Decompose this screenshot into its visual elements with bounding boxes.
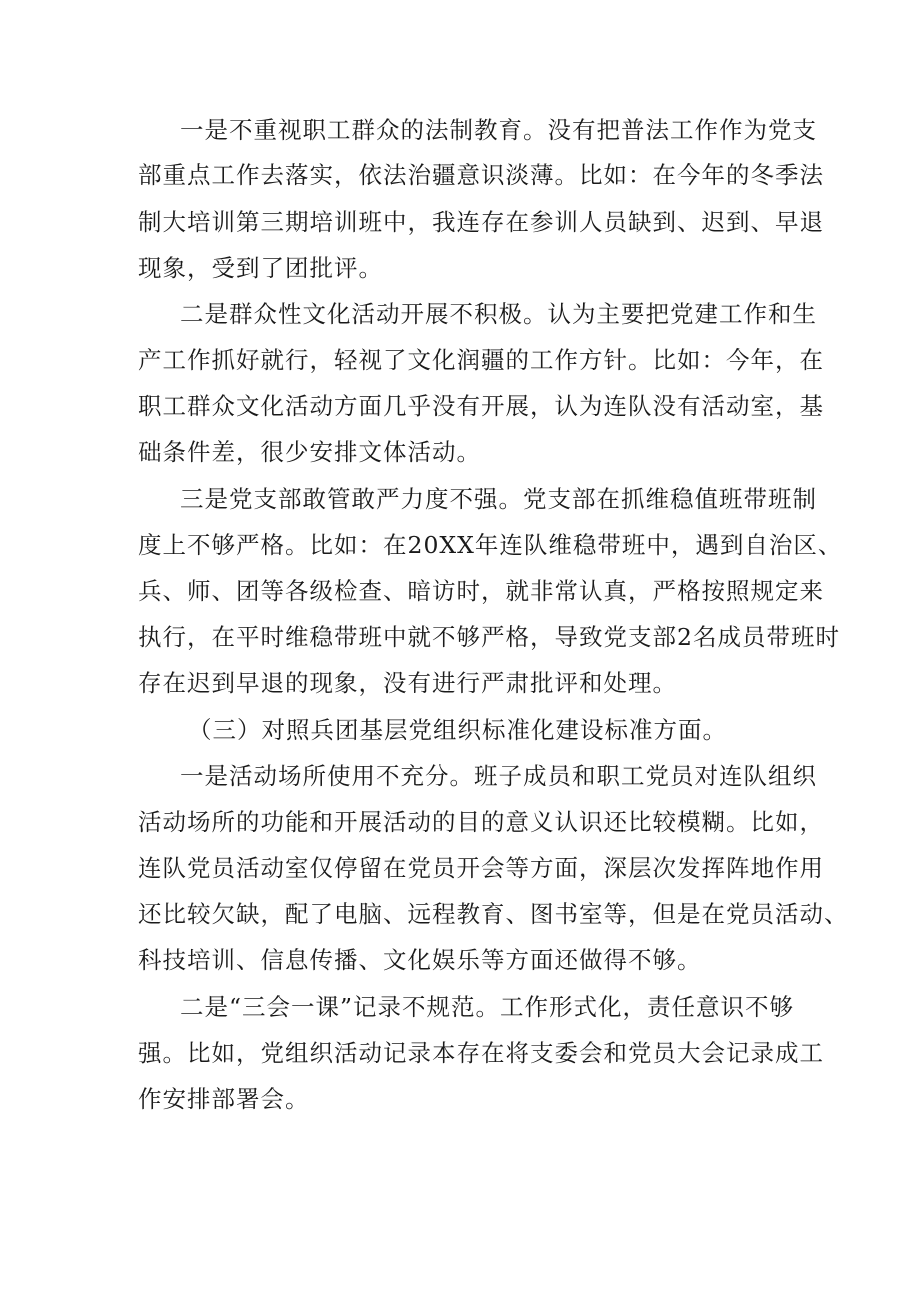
paragraph-5-line-1: 二是“三会一课”记录不规范。工作形式化，责任意识不够 bbox=[180, 993, 795, 1021]
paragraph-4-line-3: 连队党员活动室仅停留在党员开会等方面，深层次发挥阵地作用 bbox=[138, 854, 824, 882]
paragraph-2-line-2: 产工作抓好就行，轻视了文化润疆的工作方针。比如：今年，在 bbox=[138, 346, 824, 374]
paragraph-1-line-1: 一是不重视职工群众的法制教育。没有把普法工作作为党支 bbox=[180, 116, 817, 144]
paragraph-3-line-3: 兵、师、团等各级检查、暗访时，就非常认真，严格按照规定来 bbox=[138, 577, 824, 605]
paragraph-1-line-4: 现象，受到了团批评。 bbox=[138, 254, 383, 282]
paragraph-2-line-4: 础条件差，很少安排文体活动。 bbox=[138, 438, 481, 466]
paragraph-3-line-4: 执行，在平时维稳带班中就不够严格，导致党支部2名成员带班时 bbox=[138, 623, 840, 651]
paragraph-3-line-5: 存在迟到早退的现象，没有进行严肃批评和处理。 bbox=[138, 669, 677, 697]
paragraph-4-line-2: 活动场所的功能和开展活动的目的意义认识还比较模糊。比如， bbox=[138, 808, 824, 836]
paragraph-4-line-5: 科技培训、信息传播、文化娱乐等方面还做得不够。 bbox=[138, 946, 702, 974]
paragraph-4-line-4: 还比较欠缺，配了电脑、远程教育、图书室等，但是在党员活动、 bbox=[138, 900, 849, 928]
paragraph-5-line-3: 作安排部署会。 bbox=[138, 1085, 310, 1113]
paragraph-4-line-1: 一是活动场所使用不充分。班子成员和职工党员对连队组织 bbox=[180, 762, 817, 790]
paragraph-3-line-2: 度上不够严格。比如：在20XX年连队维稳带班中，遇到自治区、 bbox=[138, 531, 843, 559]
paragraph-2-line-3: 职工群众文化活动方面几乎没有开展，认为连队没有活动室，基 bbox=[138, 392, 824, 420]
paragraph-1-line-3: 制大培训第三期培训班中，我连存在参训人员缺到、迟到、早退 bbox=[138, 208, 824, 236]
paragraph-1-line-2: 部重点工作去落实，依法治疆意识淡薄。比如：在今年的冬季法 bbox=[138, 161, 824, 189]
paragraph-5-line-2: 强。比如，党组织活动记录本存在将支委会和党员大会记录成工 bbox=[138, 1039, 824, 1067]
section-heading: （三）对照兵团基层党组织标准化建设标准方面。 bbox=[188, 716, 727, 744]
paragraph-3-line-1: 三是党支部敢管敢严力度不强。党支部在抓维稳值班带班制 bbox=[180, 485, 817, 513]
paragraph-2-line-1: 二是群众性文化活动开展不积极。认为主要把党建工作和生 bbox=[180, 300, 817, 328]
